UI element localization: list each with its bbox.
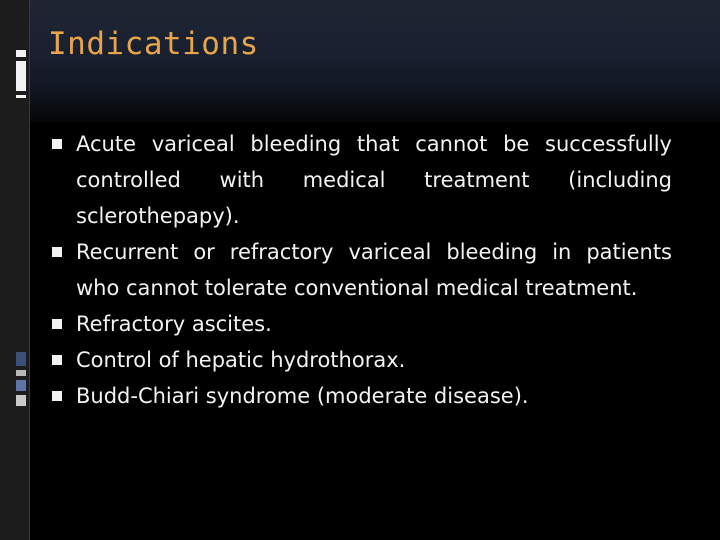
bullet-item [50,342,672,378]
decorative-block [16,50,26,57]
bullet-item [50,378,672,414]
bullet-list [50,126,672,414]
bullet-item [50,126,672,234]
square-bullet-icon [52,391,62,401]
bullet-text: Budd-Chiari syndrome (moderate disease). [76,384,529,408]
bullet-text: Recurrent or refractory variceal bleeding in patients who cannot tolerate conventional medical treatment. [76,240,672,300]
square-bullet-icon [52,355,62,365]
square-bullet-icon [52,139,62,149]
bullet-text: Acute variceal bleeding that cannot be successfully controlled with medical treatment (including sclerothepapy). [76,132,672,228]
slide-title: Indications [48,26,259,62]
decorative-block [16,352,26,366]
bullet-item [50,306,672,342]
square-bullet-icon [52,319,62,329]
square-bullet-icon [52,247,62,257]
decorative-block [16,95,26,98]
bullet-text: Refractory ascites. [76,312,272,336]
decorative-block [16,370,26,376]
decorative-block [16,380,26,391]
bullet-text: Control of hepatic hydrothorax. [76,348,406,372]
bullet-item [50,234,672,306]
decorative-block [16,395,26,406]
decorative-block [16,61,26,91]
